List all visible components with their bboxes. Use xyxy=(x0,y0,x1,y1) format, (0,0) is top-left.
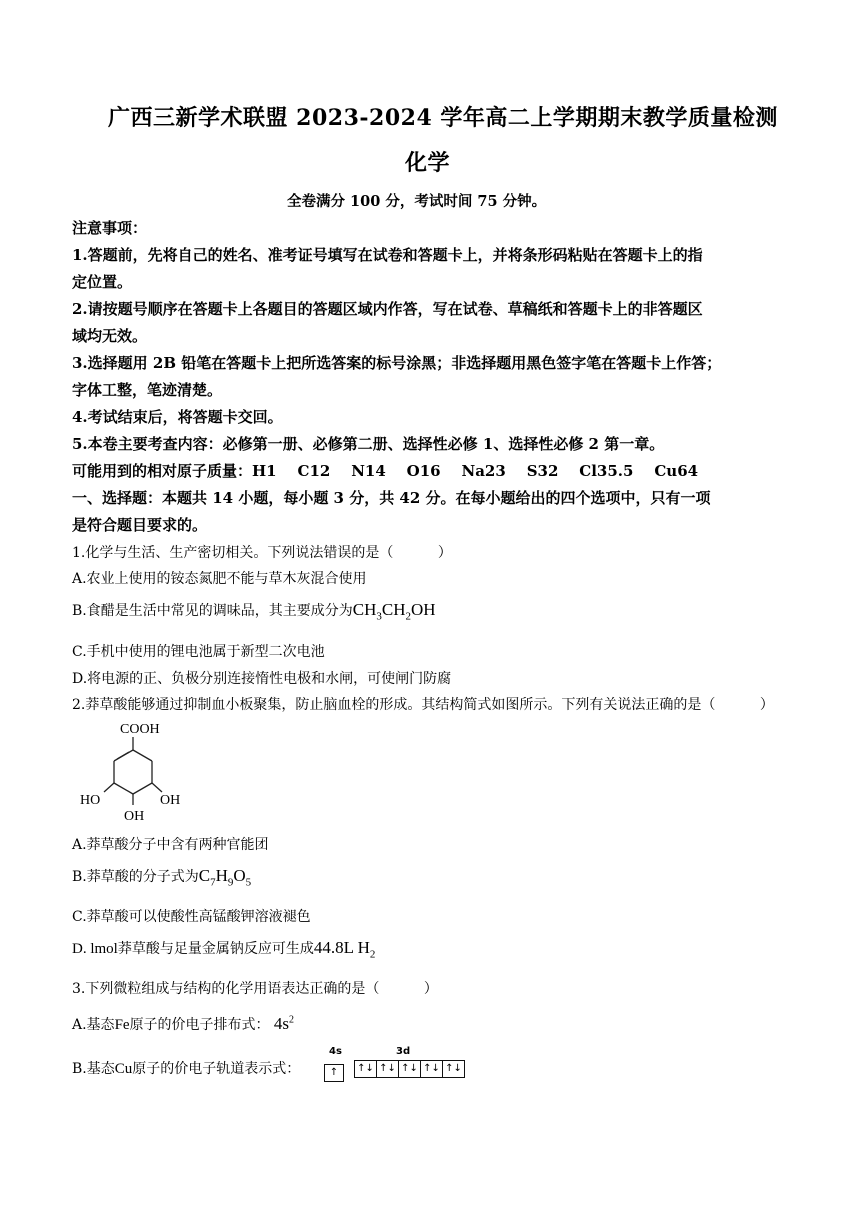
formula-ch3ch2oh: $CH_3CH_2OH$ xyxy=(352,600,436,623)
option-b xyxy=(72,866,251,888)
config-4s2: $4s^2$ xyxy=(269,1014,294,1033)
orbital-4s-label: 4s xyxy=(329,1046,342,1057)
formula-h2: $H_2$ xyxy=(353,938,376,961)
option-a: A.莽草酸分子中含有两种官能团 xyxy=(72,837,269,853)
orbital-box: ↑↓ xyxy=(443,1060,465,1078)
notice-item: 域均无效。 xyxy=(72,327,148,345)
notice-item: 1.答题前，先将自己的姓名、准考证号填写在试卷和答题卡上，并将条形码粘贴在答题卡上的指 xyxy=(72,246,703,264)
notice-item: 2.请按题号顺序在答题卡上各题目的答题区域内作答，写在试卷、草稿纸和答题卡上的非答题区 xyxy=(72,300,703,318)
option-text: A.基态 xyxy=(72,1017,115,1033)
shikimic-acid-structure xyxy=(76,716,206,824)
option-text: B.莽草酸的分子式为 xyxy=(72,869,199,885)
option-text: 莽草酸与足量金属钠反应可生成 xyxy=(117,941,314,957)
question-stem: 2.莽草酸能够通过抑制血小板聚集，防止脑血栓的形成。其结构简式如图所示。下列有关说法正确的是（ ） xyxy=(72,697,774,713)
option-b xyxy=(72,600,436,622)
option-d xyxy=(72,938,375,960)
oh-label: OH xyxy=(160,793,181,808)
ho-label: HO xyxy=(80,793,101,808)
option-d: D.将电源的正、负极分别连接惰性电极和水闸，可使闸门防腐 xyxy=(72,671,452,687)
element-fe: Fe xyxy=(114,1017,130,1033)
exam-title: 广西三新学术联盟 2023-2024 学年高二上学期期末教学质量检测 xyxy=(108,105,778,131)
cooh-label: COOH xyxy=(120,722,160,737)
subject-title: 化学 xyxy=(405,150,451,176)
atomic-masses: 可能用到的相对原子质量：H1 C12 N14 O16 Na23 S32 Cl35.5 Cu64 xyxy=(72,462,699,480)
mol-amount: D. lmol xyxy=(72,941,118,957)
orbital-box: ↑↓ xyxy=(377,1060,399,1078)
orbital-box: ↑↓ xyxy=(399,1060,421,1078)
option-text: B.基态 xyxy=(72,1061,115,1077)
orbital-box: ↑↓ xyxy=(354,1060,377,1078)
option-c: C.手机中使用的锂电池属于新型二次电池 xyxy=(72,644,325,660)
option-c: C.莽草酸可以使酸性高锰酸钾溶液褪色 xyxy=(72,909,311,925)
notice-item: 定位置。 xyxy=(72,273,133,291)
element-cu: Cu xyxy=(114,1061,133,1077)
oh-label: OH xyxy=(124,809,145,824)
structure-diagram xyxy=(76,716,206,824)
notice-heading: 注意事项： xyxy=(72,219,148,237)
option-a: A.农业上使用的铵态氮肥不能与草木灰混合使用 xyxy=(72,571,367,587)
notice-item: 字体工整，笔迹清楚。 xyxy=(72,381,223,399)
notice-item: 5.本卷主要考查内容：必修第一册、必修第二册、选择性必修 1、选择性必修 2 第一章。 xyxy=(72,435,665,453)
option-text: 原子的价电子轨道表示式： xyxy=(132,1061,301,1077)
formula-c7h9o5: $C_7H_9O_5$ xyxy=(198,866,252,889)
question-stem: 1.化学与生活、生产密切相关。下列说法错误的是（ ） xyxy=(72,545,452,561)
option-a xyxy=(72,1014,294,1034)
exam-info: 全卷满分 100 分，考试时间 75 分钟。 xyxy=(287,193,547,210)
section-heading: 是符合题目要求的。 xyxy=(72,516,208,534)
orbital-box: ↑↓ xyxy=(421,1060,443,1078)
orbital-box: ↑ xyxy=(324,1064,344,1082)
notice-item: 3.选择题用 2B 铅笔在答题卡上把所选答案的标号涂黑；非选择题用黑色签字笔在答题卡上作答； xyxy=(72,354,722,372)
gas-volume: 44.8L xyxy=(313,938,354,957)
option-text: 原子的价电子排布式： xyxy=(129,1017,270,1033)
orbital-3d-boxes xyxy=(354,1060,465,1078)
orbital-3d-label: 3d xyxy=(396,1046,411,1057)
option-text: B.食醋是生活中常见的调味品，其主要成分为 xyxy=(72,603,353,619)
notice-item: 4.考试结束后，将答题卡交回。 xyxy=(72,408,283,426)
orbital-4s-box xyxy=(324,1060,344,1082)
section-heading: 一、选择题：本题共 14 小题，每小题 3 分，共 42 分。在每小题给出的四个选项中，只有一项 xyxy=(72,489,711,507)
option-b xyxy=(72,1058,300,1078)
question-stem: 3.下列微粒组成与结构的化学用语表达正确的是（ ） xyxy=(72,981,438,997)
